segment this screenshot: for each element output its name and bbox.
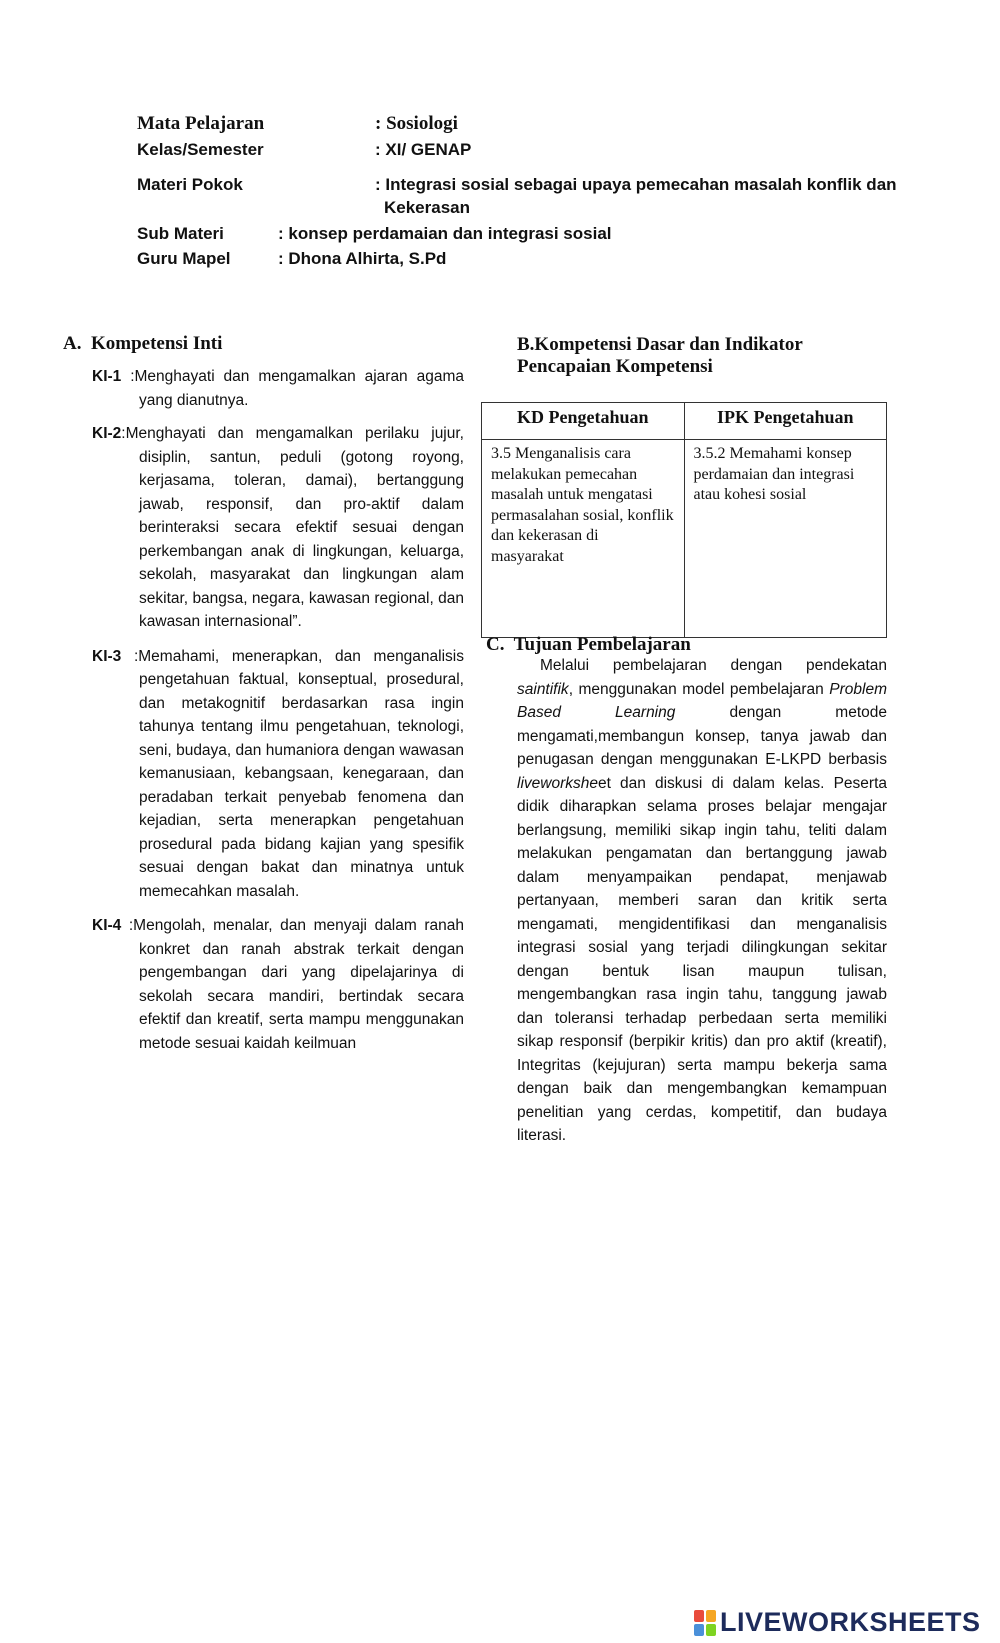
column-header-ipk: IPK Pengetahuan <box>684 403 887 440</box>
logo-square <box>706 1624 716 1636</box>
logo-text: LIVEWORKSHEETS <box>720 1607 981 1637</box>
ki-item-2 <box>92 422 464 634</box>
kompetensi-inti-list <box>92 365 464 1055</box>
tujuan-text-3: dengan metode mengamati,membangun konsep, tanya jawab dan penugasan dengan menggunakan E-LKPD berbasis <box>517 704 887 768</box>
value-sub-materi: : konsep perdamaian dan integrasi sosial <box>278 224 612 243</box>
tujuan-text-4: et dan diskusi di dalam kelas. Peserta didik diharapkan selama proses belajar mengajar berlangsung, memiliki sikap ingin tahu, teliti dalam melakukan pengamatan dan bertanggung jawab dalam menyampaikan pendapat, menjawab pertanyaan, memberi saran dan kritik serta mengamati, mengidentifikasi dan menganalisis integrasi sosial yang terjadi dilingkungan sekitar dengan bentuk lisan maupun tulisan, mengembangkan rasa ingin tahu, tanggung jawab dan toleransi terhadap perbedaan serta memiliki sikap responsif (berpikir kritis) dan pro aktif (kreatif), Integritas (kejujuran) serta mampu bekerja sama dengan baik dan mengembangkan kemampuan penelitian yang cerdas, kompetitif, dan budaya literasi. <box>517 774 887 1144</box>
ki-item-3 <box>92 645 464 904</box>
label-kelas-semester: Kelas/Semester <box>137 140 264 159</box>
value-materi-pokok-line2: Kekerasan <box>384 198 471 217</box>
ki-label: KI-4 <box>92 917 122 934</box>
ipk-cell: 3.5.2 Memahami konsep perdamaian dan integrasi atau kohesi sosial <box>684 440 887 638</box>
logo-square <box>706 1610 716 1622</box>
ki-item-1 <box>92 365 464 412</box>
ki-text: :Mengolah, menalar, dan menyaji dalam ranah konkret dan ranah abstrak terkait dengan pengembangan dari yang dipelajarinya di sekolah secara mandiri, bertindak secara efektif dan kreatif, serta mampu menggunakan metode sesuai kaidah keilmuan <box>121 917 464 1052</box>
column-header-kd: KD Pengetahuan <box>482 403 685 440</box>
table-row <box>482 440 887 638</box>
ki-label: KI-2 <box>92 425 122 442</box>
section-b-title-line1: B.Kompetensi Dasar dan Indikator <box>517 334 803 355</box>
tujuan-italic-pbl: Problem Based Learning <box>517 680 887 721</box>
ki-text: :Memahami, menerapkan, dan menganalisis pengetahuan faktual, konseptual, prosedural, dan metakognitif berdasarkan rasa ingin tahunya tentang ilmu pengetahuan, teknologi, seni, budaya, dan humaniora dengan wawasan kemanusiaan, kebangsaan, kenegaraan, dan peradaban terkait penyebab fenomena dan kejadian, serta menerapkan pengetahuan prosedural pada bidang kajian yang spesifik sesuai dengan bakat dan minatnya untuk memecahkan masalah. <box>121 647 464 900</box>
logo-square <box>694 1610 704 1622</box>
value-kelas-semester: : XI/ GENAP <box>375 140 472 159</box>
value-guru-mapel: : Dhona Alhirta, S.Pd <box>278 249 447 268</box>
table-header-row <box>482 403 887 440</box>
tujuan-italic-saintifik: saintifik <box>517 680 569 698</box>
section-b-title-line2: Pencapaian Kompetensi <box>517 356 713 377</box>
value-materi-pokok: : Integrasi sosial sebagai upaya pemecahan masalah konflik dan <box>375 175 897 194</box>
ki-item-4 <box>92 914 464 1055</box>
kompetensi-table <box>481 402 887 638</box>
label-materi-pokok: Materi Pokok <box>137 175 243 194</box>
label-mata-pelajaran: Mata Pelajaran <box>137 113 265 134</box>
section-c-title: C. Tujuan Pembelajaran <box>486 634 691 655</box>
ki-label: KI-1 <box>92 368 122 385</box>
ki-label: KI-3 <box>92 647 122 665</box>
tujuan-italic-liveworksheet: liveworkshe <box>517 774 598 792</box>
value-mata-pelajaran: : Sosiologi <box>375 113 458 134</box>
tujuan-text-1: Melalui pembelajaran dengan pendekatan <box>540 657 887 674</box>
tujuan-paragraph <box>517 654 887 1148</box>
logo-squares-icon <box>694 1610 716 1636</box>
logo-square <box>694 1624 704 1636</box>
label-sub-materi: Sub Materi <box>137 224 224 243</box>
tujuan-text-2: , menggunakan model pembelajaran <box>568 680 830 698</box>
kd-cell: 3.5 Menganalisis cara melakukan pemecahan masalah untuk mengatasi permasalahan sosial, konflik dan kekerasan di masyarakat <box>482 440 685 638</box>
ki-text: :Menghayati dan mengamalkan ajaran agama yang dianutnya. <box>121 368 464 409</box>
label-guru-mapel: Guru Mapel <box>137 249 231 268</box>
ki-text: :Menghayati dan mengamalkan perilaku jujur, disiplin, santun, peduli (gotong royong, kerjasama, toleran, damai), bertanggung jawab, responsif, dan pro-aktif dalam berinteraksi secara efektif sesuai dengan perkembangan anak di lingkungan, keluarga, sekolah, masyarakat dan lingkungan alam sekitar, bangsa, negara, kawasan regional, dan kawasan internasional”. <box>121 425 464 630</box>
liveworksheets-logo <box>694 1607 981 1638</box>
section-a-title: A. Kompetensi Inti <box>63 333 223 354</box>
